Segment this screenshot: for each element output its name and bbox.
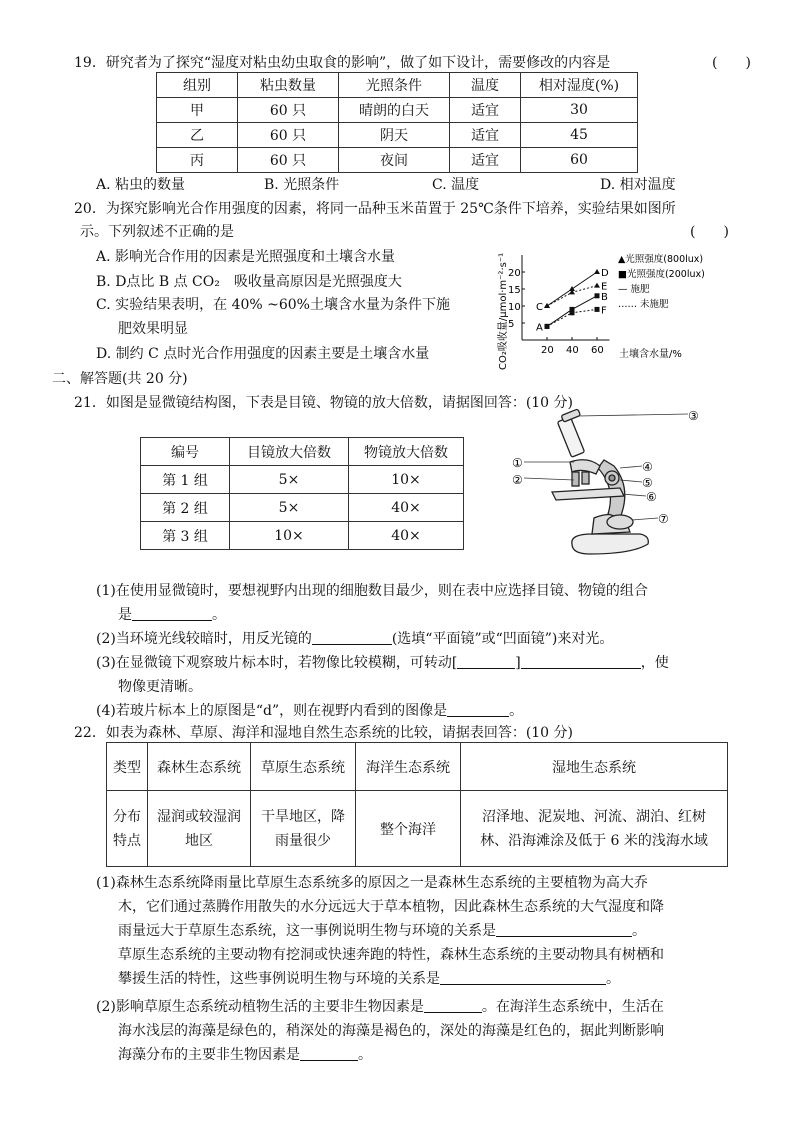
answer-blank[interactable]	[447, 702, 509, 717]
table-cell: 夜间	[339, 148, 450, 173]
q21-sub1-line2	[118, 604, 226, 624]
label-3: ③	[688, 409, 699, 423]
table-cell	[251, 791, 356, 867]
data-point	[595, 307, 600, 312]
y-tick-label: 5	[508, 319, 515, 330]
label-6: ⑥	[646, 490, 657, 504]
table-row	[157, 123, 638, 148]
table-cell: 5×	[230, 494, 349, 522]
q20-option-a[interactable]: A. 影响光合作用的因素是光照强度和土壤含水量	[96, 249, 396, 265]
table-row	[157, 148, 638, 173]
answer-blank[interactable]	[521, 654, 641, 669]
y-tick-label: 10	[508, 302, 521, 313]
q22-p1-line5	[118, 968, 620, 988]
section-title: 二、解答题(共 20 分)	[52, 371, 188, 387]
x-tick-label: 40	[566, 345, 579, 356]
x-tick-label: 20	[541, 345, 554, 356]
table-cell: 丙	[157, 148, 238, 173]
answer-blank[interactable]	[424, 998, 482, 1013]
table-cell: 60 只	[238, 98, 339, 123]
q21-sub3-suffix: ，使	[640, 655, 669, 671]
table-cell: 40×	[349, 522, 464, 550]
data-point	[544, 303, 550, 308]
label-4: ④	[642, 460, 653, 474]
point-label: D	[601, 268, 609, 279]
q22-table	[106, 742, 728, 867]
answer-blank[interactable]	[496, 922, 632, 937]
q19-header: 光照条件	[339, 73, 450, 98]
q20-option-d[interactable]: D. 制约 C 点时光合作用强度的因素主要是土壤含水量	[96, 346, 430, 362]
q22-p1-line1: (1)森林生态系统降雨量比草原生态系统多的原因之一是森林生态系统的主要植物为高大乔	[96, 875, 648, 891]
chart-ylabel: CO₂吸收量/μmol·m⁻²·s⁻¹	[498, 252, 509, 370]
q19-option-d[interactable]: D. 相对温度	[600, 177, 676, 193]
data-point	[570, 310, 575, 315]
table-cell: 5×	[230, 466, 349, 494]
data-point	[545, 324, 550, 329]
q20-option-c-cont: 肥效果明显	[118, 321, 188, 337]
table-cell: 45	[521, 123, 638, 148]
table-cell: 晴朗的白天	[339, 98, 450, 123]
q22-p1-line2: 木，它们通过蒸腾作用散失的水分远远大于草本植物，因此森林生态系统的大气湿度和降	[118, 899, 664, 915]
data-point	[595, 293, 600, 298]
q21-sub2-suffix: (选填“平面镜”或“凹面镜”)来对光。	[391, 631, 614, 647]
table-cell: 第 3 组	[141, 522, 230, 550]
table-cell: 第 1 组	[141, 466, 230, 494]
q19-table	[156, 72, 638, 173]
answer-blank[interactable]	[440, 970, 606, 985]
answer-blank[interactable]	[300, 1046, 358, 1061]
table-cell	[148, 791, 251, 867]
q22-p1-text: 攀援生活的特性，这些事例说明生物与环境的关系是	[118, 971, 440, 987]
answer-blank[interactable]	[132, 606, 212, 621]
table-cell: 适宜	[450, 98, 521, 123]
table-row	[157, 98, 638, 123]
point-label: A	[536, 322, 543, 334]
q19-option-b[interactable]: B. 光照条件	[264, 177, 340, 193]
legend-item: ■光照强度(200lux)	[618, 269, 705, 280]
q19-option-a[interactable]: A. 粘虫的数量	[96, 177, 186, 193]
q20-stem: 20．为探究影响光合作用强度的因素，将同一品种玉米苗置于 25℃条件下培养，实验结果如图所	[74, 201, 676, 217]
q21-sub2-prefix: (2)当环境光线较暗时，用反光镜的	[96, 631, 312, 647]
q19-header: 粘虫数量	[238, 73, 339, 98]
q22-p2-text: 。在海洋生态系统中，生活在	[481, 999, 664, 1015]
q22-p1-end: 。	[632, 923, 646, 939]
table-cell: 整个海洋	[356, 791, 461, 867]
table-cell: 甲	[157, 98, 238, 123]
co2-absorption-chart	[488, 240, 718, 375]
table-cell: 阴天	[339, 123, 450, 148]
x-tick-label: 60	[591, 345, 604, 356]
cell-line: 干旱地区，降	[261, 808, 345, 825]
q22-p1-text: 雨量远大于草原生态系统，这一事例说明生物与环境的关系是	[118, 923, 496, 939]
legend-item: …… 未施肥	[618, 299, 669, 310]
q19-header: 温度	[450, 73, 521, 98]
q22-header: 草原生态系统	[251, 743, 356, 791]
answer-blank[interactable]	[312, 630, 392, 645]
chart-xlabel: 土壤含水量/%	[619, 349, 682, 360]
q22-header: 海洋生态系统	[356, 743, 461, 791]
q22-p1-line3	[118, 920, 646, 940]
cell-line: 分布	[113, 808, 141, 825]
q21-sub4-prefix: (4)若玻片标本上的原图是“d”，则在视野内看到的图像是	[96, 703, 448, 719]
point-label: B	[601, 291, 608, 303]
q21-sub3	[96, 652, 669, 672]
table-cell	[461, 791, 728, 867]
table-row	[141, 494, 464, 522]
cell-line: 特点	[113, 832, 141, 849]
q21-sub3-bracket: ]	[515, 655, 521, 671]
table-cell: 40×	[349, 494, 464, 522]
q20-answer-paren: ( )	[690, 224, 729, 240]
q22-header: 森林生态系统	[148, 743, 251, 791]
q22-header: 湿地生态系统	[461, 743, 728, 791]
table-cell: 第 2 组	[141, 494, 230, 522]
table-cell: 60 只	[238, 123, 339, 148]
q21-stem: 21．如图是显微镜结构图，下表是目镜、物镜的放大倍数，请据图回答：(10 分)	[74, 395, 574, 411]
q22-p2-end: 。	[358, 1047, 372, 1063]
data-point	[594, 283, 600, 288]
q22-p1-line4: 草原生态系统的主要动物有挖洞或快速奔跑的特性，森林生态系统的主要动物具有树栖和	[118, 947, 664, 963]
q19-option-c[interactable]: C. 温度	[432, 177, 480, 193]
table-cell: 适宜	[450, 148, 521, 173]
q22-p2-line1	[96, 996, 664, 1016]
data-point	[594, 269, 600, 274]
q22-p2-line2: 海水浅层的海藻是绿色的，稍深处的海藻是褐色的，深处的海藻是红色的，据此判断影响	[118, 1023, 664, 1039]
q20-option-b[interactable]: B. D点比 B 点 CO₂ 吸收量高原因是光照强度大	[96, 274, 402, 290]
label-1: ①	[512, 456, 523, 470]
table-cell: 乙	[157, 123, 238, 148]
q22-stem: 22．如表为森林、草原、海洋和湿地自然生态系统的比较，请据表回答：(10 分)	[74, 725, 574, 741]
q21-header: 编号	[141, 438, 230, 466]
point-label: F	[601, 305, 607, 317]
q21-sub1: (1)在使用显微镜时，要想视野内出现的细胞数目最少，则在表中应选择目镜、物镜的组合	[96, 583, 648, 599]
q22-p2-text: (2)影响草原生态系统动植物生活的主要非生物因素是	[96, 999, 424, 1015]
point-label: C	[536, 302, 543, 313]
q19-answer-paren: ( )	[712, 55, 751, 71]
q21-sub4-end: 。	[509, 703, 524, 719]
table-cell: 10×	[349, 466, 464, 494]
label-5: ⑤	[642, 476, 653, 490]
label-7: ⑦	[658, 512, 669, 526]
y-tick-label: 15	[508, 285, 521, 296]
q21-header: 目镜放大倍数	[230, 438, 349, 466]
microscope-diagram	[512, 408, 702, 560]
table-cell: 30	[521, 98, 638, 123]
q21-table	[140, 437, 464, 550]
table-cell	[107, 791, 148, 867]
table-row	[107, 791, 728, 867]
q21-sub4	[96, 700, 523, 720]
point-label: E	[601, 281, 608, 293]
table-cell: 10×	[230, 522, 349, 550]
q22-p2-text: 海藻分布的主要非生物因素是	[118, 1047, 300, 1063]
table-cell: 适宜	[450, 123, 521, 148]
table-row	[141, 522, 464, 550]
q22-p2-line3	[118, 1044, 372, 1064]
label-2: ②	[512, 473, 523, 487]
q19-stem: 19．研究者为了探究“湿度对粘虫幼虫取食的影响”，做了如下设计，需要修改的内容是	[74, 55, 611, 71]
q19-header: 相对湿度(%)	[521, 73, 638, 98]
q21-sub2	[96, 628, 613, 648]
q21-sub3-prefix: (3)在显微镜下观察玻片标本时，若物像比较模糊，可转动[	[96, 655, 458, 671]
table-cell: 60	[521, 148, 638, 173]
q21-sub1-end: 。	[212, 607, 226, 623]
cell-line: 雨量很少	[275, 832, 331, 849]
table-row	[141, 466, 464, 494]
table-cell: 60 只	[238, 148, 339, 173]
cell-line: 沼泽地、泥炭地、河流、湖泊、红树	[482, 808, 706, 825]
q22-p1-end: 。	[606, 971, 620, 987]
q21-header: 物镜放大倍数	[349, 438, 464, 466]
q19-header: 组别	[157, 73, 238, 98]
legend-item: — 施肥	[618, 284, 650, 295]
y-tick-label: 20	[508, 268, 521, 279]
cell-line: 林、沿海滩涂及低于 6 米的浅海水域	[480, 832, 708, 849]
answer-blank[interactable]	[457, 654, 515, 669]
q21-sub1-prefix: 是	[118, 607, 132, 623]
cell-line: 地区	[185, 832, 213, 849]
q21-sub3-cont: 物像更清晰。	[118, 679, 202, 695]
q20-stem-cont: 示。下列叙述不正确的是	[80, 224, 234, 240]
q22-header: 类型	[107, 743, 148, 791]
legend-item: ▲光照强度(800lux)	[618, 254, 704, 265]
q20-option-c[interactable]: C. 实验结果表明，在 40% ~60%土壤含水量为条件下施	[96, 297, 450, 313]
cell-line: 湿润或较湿润	[157, 808, 241, 825]
